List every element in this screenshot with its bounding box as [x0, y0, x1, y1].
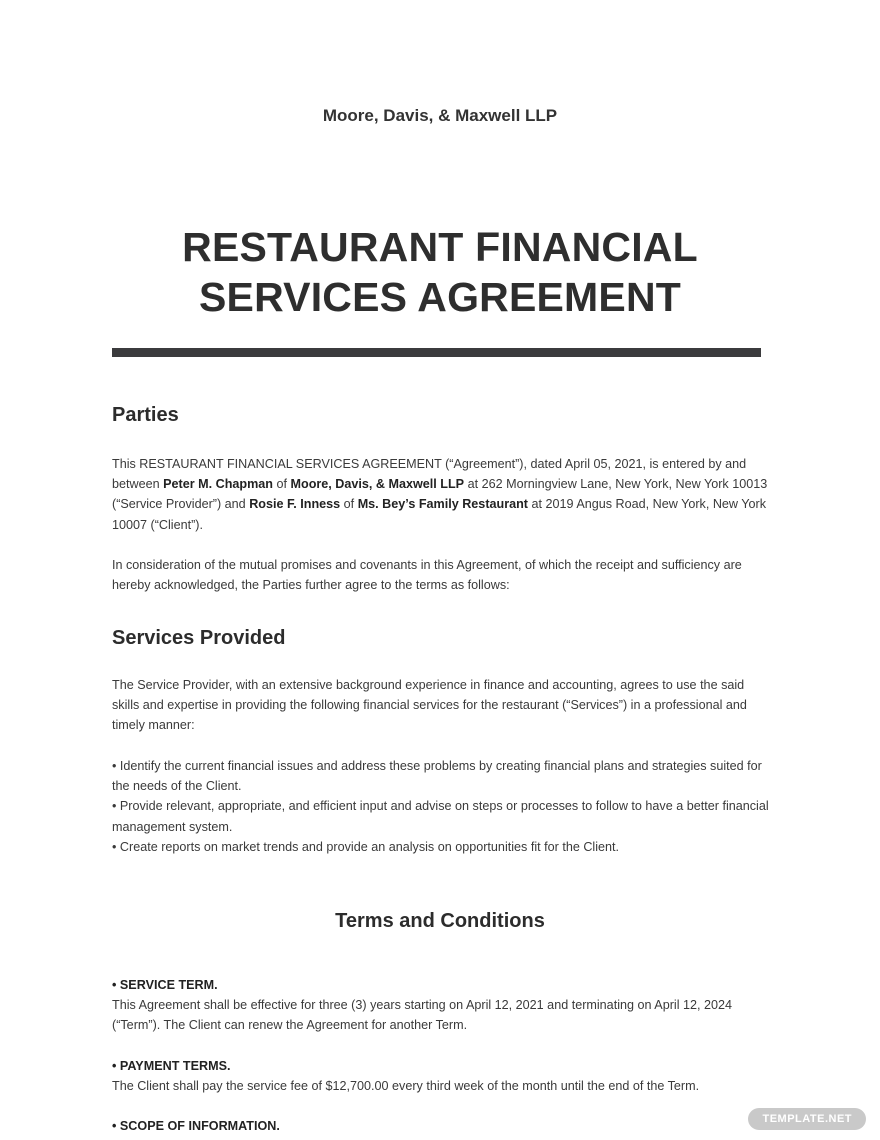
- service-term-text: This Agreement shall be effective for three (3) years starting on April 12, 2021 and terminating on April 12, 2024 (“Term”). The Client can renew the Agreement for another Term.: [112, 998, 733, 1033]
- client-name: Rosie F. Inness: [249, 497, 341, 512]
- parties-text-3: at 262 Morningview Lane, New York, New York 10013 (“Service Provider”) and: [112, 477, 768, 512]
- services-heading: Services Provided: [112, 627, 286, 649]
- parties-paragraph: [112, 454, 772, 535]
- scope-label: • SCOPE OF INFORMATION.: [112, 1119, 280, 1133]
- payment-terms-text: The Client shall pay the service fee of $12,700.00 every third week of the month until the end of the Term.: [112, 1079, 700, 1094]
- scope-section: [112, 1116, 772, 1136]
- service-term-label: • SERVICE TERM.: [112, 978, 218, 992]
- provider-name: Peter M. Chapman: [163, 477, 273, 492]
- service-term-section: [112, 975, 772, 1036]
- provider-company: Moore, Davis, & Maxwell LLP: [290, 477, 465, 492]
- company-name: Moore, Davis, & Maxwell LLP: [322, 106, 558, 125]
- list-item: • Create reports on market trends and provide an analysis on opportunities fit for the Client.: [112, 839, 620, 854]
- payment-terms-section: [112, 1056, 772, 1096]
- client-company: Ms. Bey’s Family Restaurant: [357, 497, 528, 512]
- parties-text-2: of: [273, 477, 291, 492]
- services-intro: The Service Provider, with an extensive background experience in finance and accounting, agrees to use the said skills and expertise in providing the following financial services for the restaurant (“Services”) in a professional and timely manner:: [112, 678, 747, 733]
- parties-text-1: This RESTAURANT FINANCIAL SERVICES AGREEMENT (“Agreement”), dated April 05, 2021, is entered by and between: [112, 457, 747, 492]
- terms-heading: Terms and Conditions: [335, 910, 545, 932]
- title-line-2: SERVICES AGREEMENT: [198, 274, 682, 320]
- list-item: • Identify the current financial issues and address these problems by creating financial plans and strategies suited for the needs of the Client.: [112, 759, 762, 794]
- consideration-paragraph: In consideration of the mutual promises and covenants in this Agreement, of which the receipt and sufficiency are hereby acknowledged, the Parties further agree to the terms as follows:: [112, 558, 742, 593]
- parties-text-4: of: [340, 497, 358, 512]
- title-line-1: RESTAURANT FINANCIAL: [182, 224, 698, 270]
- title-divider: [112, 348, 761, 357]
- list-item: • Provide relevant, appropriate, and efficient input and advise on steps or processes to follow to have a better financial management system.: [112, 799, 769, 834]
- document-title: [100, 222, 780, 322]
- payment-terms-label: • PAYMENT TERMS.: [112, 1059, 231, 1073]
- services-list: [112, 756, 772, 857]
- parties-text-5: at 2019 Angus Road, New York, New York 10007 (“Client”).: [112, 497, 767, 532]
- parties-heading: Parties: [112, 404, 179, 426]
- template-watermark: TEMPLATE.NET: [748, 1108, 866, 1130]
